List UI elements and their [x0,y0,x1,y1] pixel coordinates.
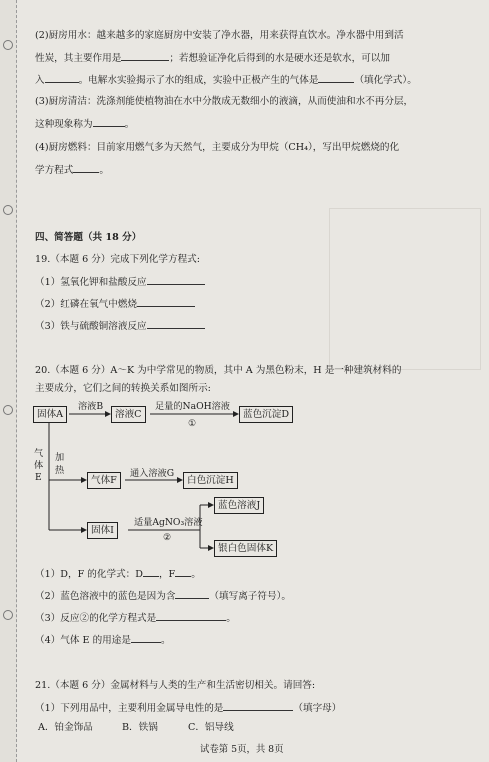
q21-sub1: （1）下列用品中，主要利用金属导电性的是 （填字母） [35,703,342,714]
page-footer: 试卷第 5页，共 8页 [200,744,284,755]
label-reaction-2: ② [163,532,172,543]
label-reaction-1: ① [188,418,197,429]
answer-blank[interactable] [175,567,191,577]
q21-title: 21.（本题 6 分）金属材料与人类的生产和生活密切相关。请回答: [35,680,316,691]
node-solid-a: 固体A [33,406,67,423]
q18-part2-line3: 入 。电解水实验揭示了水的组成，实验中正极产生的气体是 （填化学式）。 [35,75,417,86]
q21-option-c: C．铝导线 [188,722,234,733]
node-solid-i: 固体I [87,522,118,539]
q19-item: （1）氢氧化钾和盐酸反应 [35,275,205,289]
label-heat: 加 [55,452,65,463]
label-gas-e: 体 [34,460,44,471]
q20-title-line1: 20.（本题 6 分）A～K 为中学常见的物质，其中 A 为黑色粉末，H 是一种建筑材料的 [35,365,402,376]
answer-blank[interactable] [143,567,159,577]
label-heat: 热 [55,465,65,476]
node-solution-j: 蓝色溶液J [214,497,264,514]
q21-option-b: B．铁锅 [122,722,158,733]
q19-title: 19.（本题 6 分）完成下列化学方程式: [35,254,201,265]
q18-part2-line1: (2)厨房用水：越来越多的家庭厨房中安装了净水器，用来获得直饮水。净水器中用到活 [35,30,404,41]
node-gas-f: 气体F [87,472,121,489]
answer-blank[interactable] [223,701,293,711]
q20-sub4: （4）气体 E 的用途是 。 [35,635,171,646]
node-solution-c: 溶液C [111,406,146,423]
q20-sub3: （3）反应②的化学方程式是 。 [35,613,236,624]
label-gas-e: E [35,472,42,483]
label-solution-b: 溶液B [78,401,104,412]
node-precipitate-d: 蓝色沉淀D [239,406,293,423]
label-solution-g: 通入溶液G [130,468,175,479]
answer-blank[interactable] [131,633,161,643]
q18-part4-line2: 学方程式 。 [35,165,109,176]
q20-sub2: （2）蓝色溶液中的蓝色是因为含 （填写离子符号）。 [35,591,291,602]
node-precipitate-h: 白色沉淀H [183,472,238,489]
answer-blank[interactable] [175,589,209,599]
q18-part3-line2: 这种现象称为 。 [35,119,135,130]
q20-sub1: （1）D，F 的化学式：D ，F 。 [35,569,201,580]
section-heading: 四、简答题（共 18 分） [35,232,142,243]
q18-part3-line1: (3)厨房清洁：洗涤剂能使植物油在水中分散成无数细小的液滴，从而使油和水不再分层， [35,96,414,107]
label-gas-e: 气 [34,448,44,459]
q20-title-line2: 主要成分，它们之间的转换关系如图所示: [35,383,211,394]
q18-part4-line1: (4)厨房燃料：目前家用燃气多为天然气，主要成分为甲烷（CH₄），写出甲烷燃烧的化 [35,142,400,153]
q21-option-a: A．铂金饰品 [38,722,93,733]
answer-blank[interactable] [156,611,226,621]
node-solid-k: 银白色固体K [214,540,277,557]
q19-item: （2）红磷在氧气中燃烧 [35,297,195,311]
q19-item: （3）铁与硫酸铜溶液反应 [35,319,205,333]
label-naoh: 足量的NaOH溶液 [155,401,230,412]
label-agno3: 适量AgNO₃溶液 [134,517,203,528]
q18-part2-line2: 性炭，其主要作用是 ；若想验证净化后得到的水是硬水还是软水，可以加 [35,53,390,64]
